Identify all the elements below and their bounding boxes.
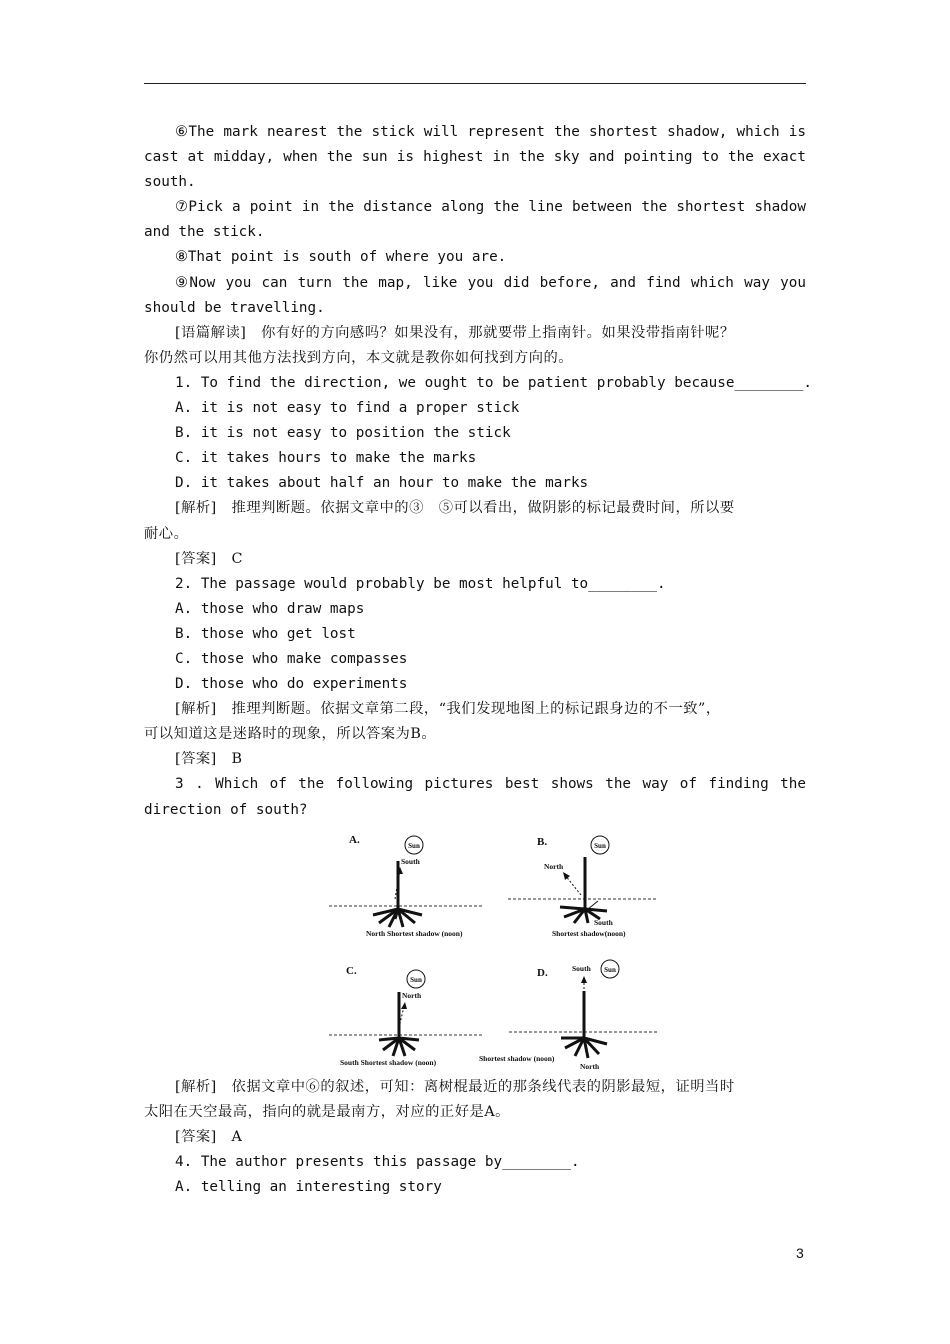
figure-c-top-label: North bbox=[402, 990, 422, 1000]
shadow-marks bbox=[373, 909, 422, 927]
question-4-stem: 4. The author presents this passage by________. bbox=[175, 1153, 580, 1170]
figure-a-letter: A. bbox=[349, 833, 360, 846]
question-2-stem: 2. The passage would probably be most helpful to________. bbox=[175, 575, 666, 592]
figure-d-north-label: North bbox=[580, 1061, 600, 1071]
question-3-stem-line-1: 3 . Which of the following pictures best shows the way of finding the bbox=[175, 776, 806, 793]
paragraph-8-line-1: ⑧That point is south of where you are. bbox=[175, 249, 507, 266]
page-content bbox=[144, 120, 812, 1200]
figure-d-bottom-label: Shortest shadow (noon) bbox=[479, 1053, 555, 1063]
question-1-answer: [答案] C bbox=[175, 550, 243, 567]
question-2-option-a: A. those who draw maps bbox=[175, 600, 365, 617]
question-2-analysis-line-1: [解析] 推理判断题。依据文章第二段，“我们发现地图上的标记跟身边的不一致”， bbox=[175, 701, 721, 718]
figure-a-bottom-label: North Shortest shadow (noon) bbox=[366, 928, 463, 938]
south-arrow bbox=[588, 901, 598, 909]
question-4-option-a: A. telling an interesting story bbox=[175, 1179, 442, 1195]
question-3-analysis-line-1: [解析] 依据文章中⑥的叙述，可知：离树棍最近的那条线代表的阴影最短，证明当时 bbox=[175, 1078, 735, 1095]
paragraph-7-line-2: and the stick. bbox=[144, 224, 265, 241]
figure-d-sun: Sun bbox=[604, 965, 616, 974]
paragraph-9-line-2: should be travelling. bbox=[144, 299, 325, 316]
figure-c bbox=[329, 958, 489, 1073]
intro-line-2: 你仍然可以用其他方法找到方向，本文就是教你如何找到方向的。 bbox=[144, 349, 574, 366]
page-number: 3 bbox=[796, 1245, 804, 1261]
question-1-analysis-line-2: 耐心。 bbox=[144, 525, 189, 542]
figure-a-top-label: South bbox=[401, 856, 420, 866]
shadow-marks bbox=[561, 1038, 607, 1058]
figure-d bbox=[479, 958, 664, 1073]
question-1-option-b: B. it is not easy to position the stick bbox=[175, 425, 511, 442]
paragraph-7-line-1: ⑦Pick a point in the distance along the line between the shortest shadow bbox=[175, 199, 806, 216]
question-1-stem: 1. To find the direction, we ought to be patient probably because________. bbox=[175, 374, 812, 391]
figure-d-top-label: South bbox=[572, 963, 591, 973]
figure-d-letter: D. bbox=[537, 966, 548, 979]
shadow-marks bbox=[379, 1038, 419, 1056]
figure-b-top-label: North bbox=[544, 861, 564, 871]
figure-b-south-label: South bbox=[594, 917, 613, 927]
figure-b-sun: Sun bbox=[594, 841, 606, 850]
figure-b-letter: B. bbox=[537, 835, 548, 848]
question-3-analysis-line-2: 太阳在天空最高，指向的就是最南方，对应的正好是A。 bbox=[144, 1103, 510, 1120]
figure-b bbox=[508, 831, 668, 941]
question-2-analysis-line-2: 可以知道这是迷路时的现象，所以答案为B。 bbox=[144, 726, 437, 743]
figure-a-sun: Sun bbox=[408, 841, 420, 850]
question-1-analysis-line-1: [解析] 推理判断题。依据文章中的③ ⑤可以看出，做阴影的标记最费时间，所以要 bbox=[175, 500, 735, 517]
paragraph-6-line-3: south. bbox=[144, 174, 196, 191]
question-1-option-c: C. it takes hours to make the marks bbox=[175, 450, 477, 467]
question-1-option-d: D. it takes about half an hour to make the marks bbox=[175, 475, 589, 492]
question-2-option-b: B. those who get lost bbox=[175, 625, 356, 642]
figure-c-letter: C. bbox=[346, 964, 357, 977]
question-3-stem-line-2: direction of south? bbox=[144, 801, 308, 818]
figure-b-bottom-label: Shortest shadow(noon) bbox=[552, 928, 626, 938]
figure-c-bottom-label: South Shortest shadow (noon) bbox=[340, 1057, 437, 1067]
paragraph-9-line-1: ⑨Now you can turn the map, like you did before, and find which way you bbox=[175, 274, 806, 291]
question-2-option-d: D. those who do experiments bbox=[175, 676, 408, 693]
figure-c-sun: Sun bbox=[410, 975, 422, 984]
figure-a bbox=[329, 831, 489, 941]
question-1-option-a: A. it is not easy to find a proper stick bbox=[175, 400, 520, 417]
paragraph-6-line-1: ⑥The mark nearest the stick will represent the shortest shadow, which is bbox=[175, 124, 806, 140]
paragraph-6-line-2: cast at midday, when the sun is highest in the sky and pointing to the exact bbox=[144, 149, 806, 166]
question-2-answer: [答案] B bbox=[175, 751, 243, 768]
question-2-option-c: C. those who make compasses bbox=[175, 650, 408, 667]
header-rule bbox=[144, 83, 806, 84]
question-3-answer: [答案] A bbox=[175, 1128, 243, 1145]
question-3-figures bbox=[144, 823, 806, 1075]
intro-line-1: [语篇解读] 你有好的方向感吗？如果没有，那就要带上指南针。如果没带指南针呢？ bbox=[175, 324, 735, 341]
